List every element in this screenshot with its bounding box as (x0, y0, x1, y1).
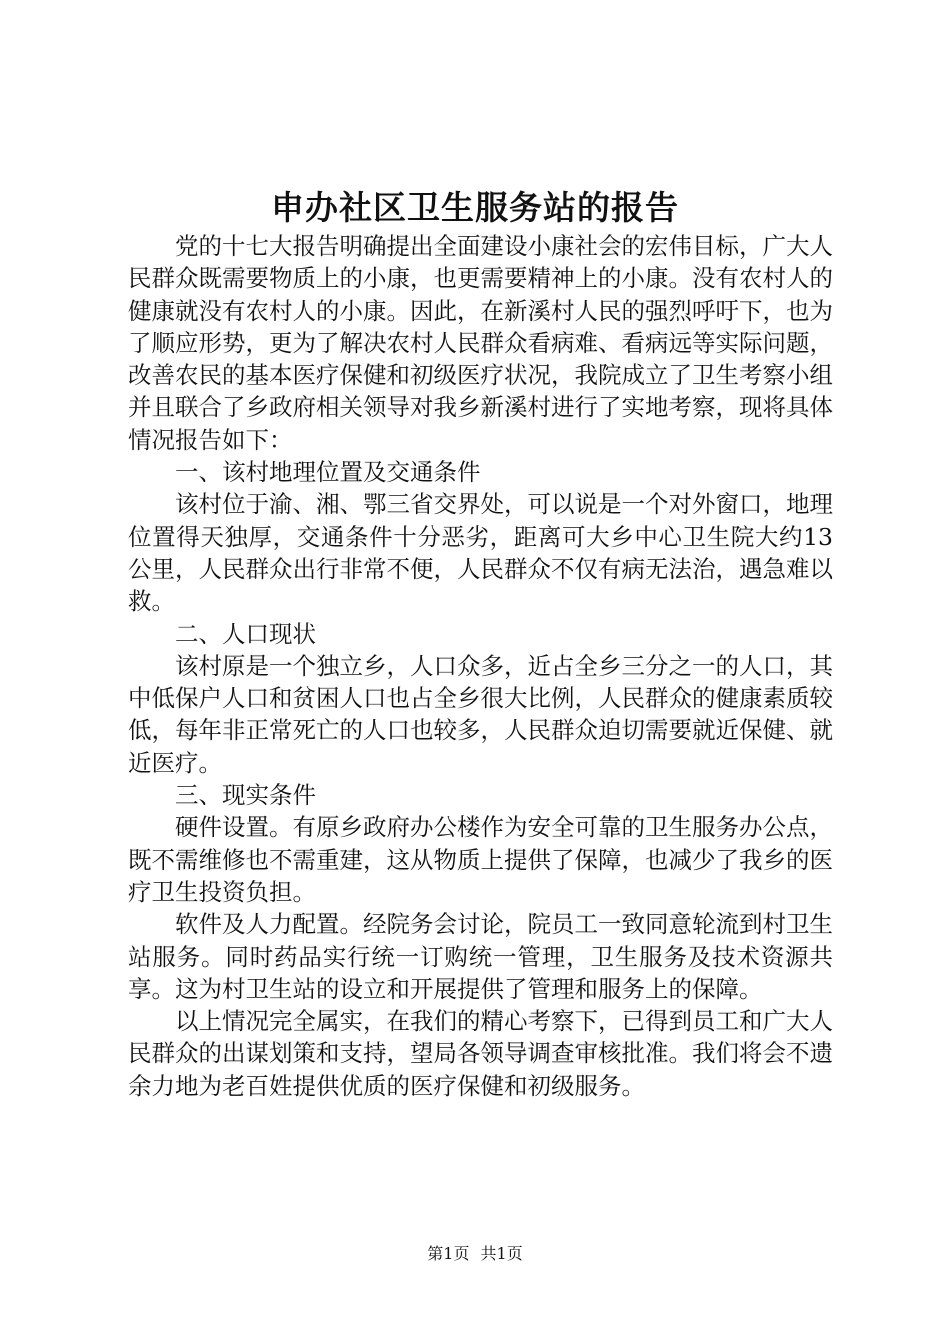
document-body (128, 230, 833, 1102)
conclusion-paragraph: 以上情况完全属实，在我们的精心考察下，已得到员工和广大人民群众的出谋划策和支持，望局各领导调查审核批准。我们将会不遗余力地为老百姓提供优质的医疗保健和初级服务。 (128, 1007, 833, 1100)
intro-paragraph: 党的十七大报告明确提出全面建设小康社会的宏伟目标，广大人民群众既需要物质上的小康，也更需要精神上的小康。没有农村人的健康就没有农村人的小康。因此，在新溪村人民的强烈呼吁下，也为了顺应形势，更为了解决农村人民群众看病难、看病远等实际问题，改善农民的基本医疗保健和初级医疗状况，我院成立了卫生考察小组并且联合了乡政府相关领导对我乡新溪村进行了实地考察，现将具体情况报告如下： (128, 232, 833, 454)
section-heading-population: 二、人口现状 (175, 619, 316, 648)
page-footer (0, 1244, 950, 1264)
page-number: 第1页 (427, 1244, 470, 1263)
section-heading-location: 一、该村地理位置及交通条件 (175, 458, 481, 487)
page-total: 共1页 (480, 1244, 523, 1263)
hardware-paragraph: 硬件设置。有原乡政府办公楼作为安全可靠的卫生服务办公点，既不需维修也不需重建，这从物质上提供了保障，也减少了我乡的医疗卫生投资负担。 (128, 813, 833, 906)
software-paragraph: 软件及人力配置。经院务会讨论，院员工一致同意轮流到村卫生站服务。同时药品实行统一订购统一管理，卫生服务及技术资源共享。这为村卫生站的设立和开展提供了管理和服务上的保障。 (128, 910, 833, 1003)
section-heading-conditions: 三、现实条件 (175, 781, 316, 810)
document-title: 申办社区卫生服务站的报告 (271, 188, 679, 227)
location-paragraph: 该村位于渝、湘、鄂三省交界处，可以说是一个对外窗口，地理位置得天独厚，交通条件十分恶劣，距离可大乡中心卫生院大约13公里，人民群众出行非常不便，人民群众不仅有病无法治，遇急难以救。 (128, 490, 833, 616)
population-paragraph: 该村原是一个独立乡，人口众多，近占全乡三分之一的人口，其中低保户人口和贫困人口也占全乡很大比例，人民群众的健康素质较低，每年非正常死亡的人口也较多，人民群众迫切需要就近保健、就近医疗。 (128, 651, 833, 777)
